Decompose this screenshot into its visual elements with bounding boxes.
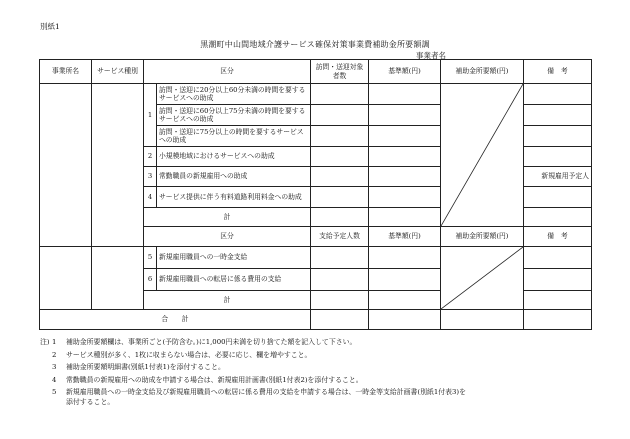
notes-lead: 注) bbox=[40, 338, 50, 346]
count-cell[interactable] bbox=[311, 126, 369, 147]
row-number: 6 bbox=[144, 269, 157, 291]
total-remarks-cell[interactable] bbox=[524, 310, 592, 330]
base-amount-cell[interactable] bbox=[369, 187, 441, 208]
count-cell[interactable] bbox=[311, 269, 369, 291]
row-number: 3 bbox=[144, 167, 157, 187]
count-cell[interactable] bbox=[311, 147, 369, 167]
total-subsidy-cell[interactable] bbox=[441, 310, 524, 330]
note-number: 1 bbox=[52, 338, 57, 346]
form-title: 黒潮町中山間地域介護サービス確保対策事業費補助金所要額調 bbox=[200, 40, 430, 49]
base-amount-cell[interactable] bbox=[369, 247, 441, 269]
note-item bbox=[40, 361, 600, 374]
service-type-cell[interactable] bbox=[92, 84, 144, 247]
header-subsidy: 補助金所要額(円) bbox=[441, 60, 524, 84]
row-number: 5 bbox=[144, 247, 157, 269]
new-hire-remark: 新規雇用予定人 bbox=[524, 167, 592, 187]
note-text: 常勤職員の新規雇用への助成を申請する場合は、新規雇用計画書(別紙1付表2)を添付すること。 bbox=[66, 375, 363, 384]
remarks-cell[interactable] bbox=[524, 269, 592, 291]
count-cell[interactable] bbox=[311, 105, 369, 126]
note-number: 5 bbox=[52, 388, 57, 397]
note-number: 3 bbox=[52, 363, 57, 372]
service-type-cell-2[interactable] bbox=[92, 247, 144, 310]
category-label: サービス提供に伴う有料道路利用料金への助成 bbox=[157, 187, 311, 208]
category-label: 常勤職員の新規雇用への助成 bbox=[157, 167, 311, 187]
note-item bbox=[40, 336, 600, 349]
note-item bbox=[40, 349, 600, 362]
note-text: 補助金所要額欄は、事業所ごと(予防含む。)に1,000円未満を切り捨てた額を記入して下さい。 bbox=[66, 338, 357, 346]
header2-category: 区分 bbox=[144, 227, 311, 247]
category-label: 訪問・送迎に60分以上75分未満の時間を要するサービスへの助成 bbox=[157, 105, 311, 126]
base-amount-cell[interactable] bbox=[369, 147, 441, 167]
header2-remarks: 備 考 bbox=[524, 227, 592, 247]
category-label: 訪問・送迎に20分以上60分未満の時間を要するサービスへの助成 bbox=[157, 84, 311, 105]
row-number: 2 bbox=[144, 147, 157, 167]
count-cell[interactable] bbox=[311, 84, 369, 105]
subsidy-table bbox=[39, 59, 592, 330]
count-cell[interactable] bbox=[311, 208, 369, 227]
base-amount-cell[interactable] bbox=[369, 208, 441, 227]
header-count: 訪問・送迎対象者数 bbox=[311, 60, 369, 84]
remarks-cell[interactable] bbox=[524, 105, 592, 126]
header-business: 事業所名 bbox=[40, 60, 92, 84]
count-cell[interactable] bbox=[311, 187, 369, 208]
subtotal-label: 計 bbox=[144, 291, 311, 310]
row-number: 4 bbox=[144, 187, 157, 208]
base-amount-cell[interactable] bbox=[369, 84, 441, 105]
table-row bbox=[40, 247, 592, 269]
count-cell[interactable] bbox=[311, 291, 369, 310]
remarks-cell[interactable] bbox=[524, 208, 592, 227]
header-row-1 bbox=[40, 60, 592, 84]
note-text-continuation: 添付すること。 bbox=[66, 397, 115, 406]
category-label: 新規雇用職員への一時金支給 bbox=[157, 247, 311, 269]
grand-total-row bbox=[40, 310, 592, 330]
category-label: 訪問・送迎に75分以上の時間を要するサービスへの助成 bbox=[157, 126, 311, 147]
business-name-cell[interactable] bbox=[40, 84, 92, 247]
diagonal-line bbox=[441, 84, 523, 226]
note-text: 補助金所要額明細書(別紙1付表1)を添付すること。 bbox=[66, 363, 225, 372]
company-name-label: 事業者名 bbox=[416, 51, 446, 60]
attachment-label: 別紙1 bbox=[40, 22, 60, 31]
subtotal-label: 計 bbox=[144, 208, 311, 227]
header-remarks: 備 考 bbox=[524, 60, 592, 84]
row-number: 1 bbox=[144, 84, 157, 147]
subsidy-diagonal-cell bbox=[441, 84, 524, 227]
header-service-type: サービス種別 bbox=[92, 60, 144, 84]
count-cell[interactable] bbox=[311, 167, 369, 187]
base-amount-cell[interactable] bbox=[369, 105, 441, 126]
header-base-amount: 基準額(円) bbox=[369, 60, 441, 84]
total-count-cell[interactable] bbox=[311, 310, 369, 330]
remarks-cell[interactable] bbox=[524, 247, 592, 269]
header2-base-amount: 基準額(円) bbox=[369, 227, 441, 247]
note-text: 新規雇用職員への一時金支給及び新規雇用職員への転居に係る費用の支給を申請する場合は、一時金等支給計画書(別紙1付表3)を bbox=[66, 388, 467, 397]
note-item bbox=[40, 374, 600, 387]
base-amount-cell[interactable] bbox=[369, 269, 441, 291]
category-label: 新規雇用職員への転居に係る費用の支給 bbox=[157, 269, 311, 291]
remarks-cell[interactable] bbox=[524, 84, 592, 105]
remarks-cell[interactable] bbox=[524, 126, 592, 147]
total-base-amount-cell[interactable] bbox=[369, 310, 441, 330]
remarks-cell[interactable] bbox=[524, 147, 592, 167]
header-category: 区分 bbox=[144, 60, 311, 84]
header2-count: 支給予定人数 bbox=[311, 227, 369, 247]
category-label: 小規模地域におけるサービスへの助成 bbox=[157, 147, 311, 167]
grand-total-label: 合 計 bbox=[40, 310, 311, 330]
header2-subsidy: 補助金所要額(円) bbox=[441, 227, 524, 247]
note-number: 4 bbox=[52, 375, 57, 384]
note-item bbox=[40, 386, 600, 399]
remarks-cell[interactable] bbox=[524, 187, 592, 208]
notes-section bbox=[40, 336, 600, 409]
business-name-cell-2[interactable] bbox=[40, 247, 92, 310]
base-amount-cell[interactable] bbox=[369, 291, 441, 310]
remarks-cell[interactable] bbox=[524, 291, 592, 310]
subsidy-diagonal-cell-2 bbox=[441, 247, 524, 310]
count-cell[interactable] bbox=[311, 247, 369, 269]
note-text: サービス種別が多く、1枚に収まらない場合は、必要に応じ、欄を増やすこと。 bbox=[66, 350, 312, 359]
note-number: 2 bbox=[52, 350, 57, 359]
diagonal-line bbox=[441, 247, 523, 309]
table-row bbox=[40, 84, 592, 105]
base-amount-cell[interactable] bbox=[369, 126, 441, 147]
base-amount-cell[interactable] bbox=[369, 167, 441, 187]
